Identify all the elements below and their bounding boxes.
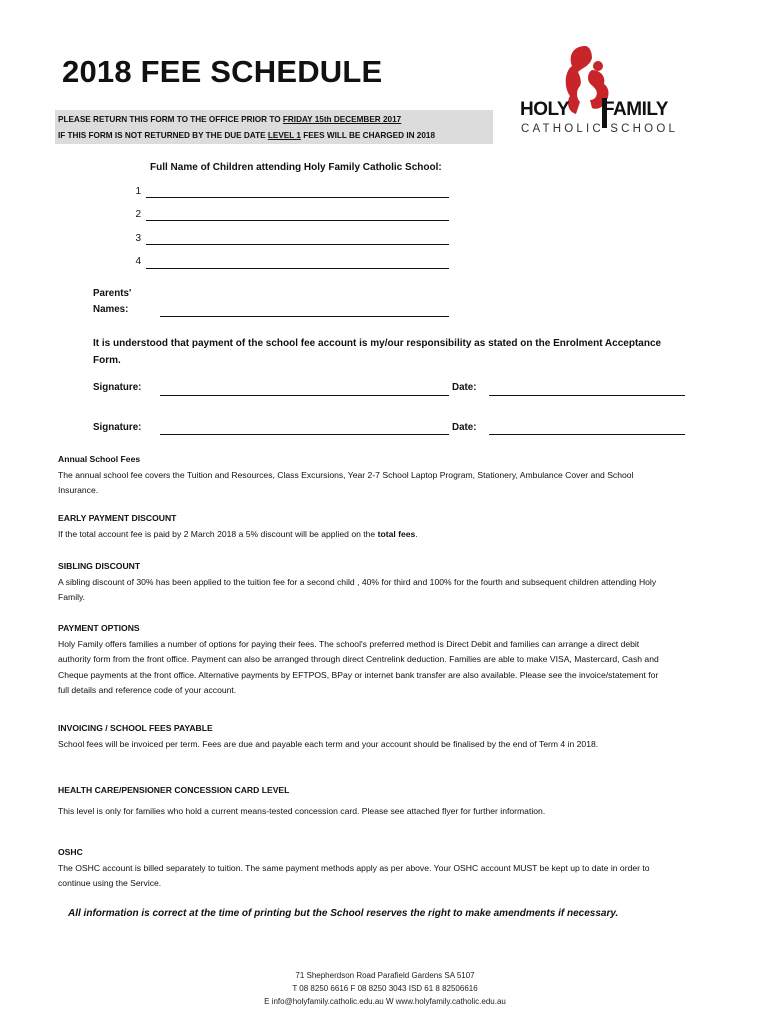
late-notice bbox=[58, 131, 435, 140]
return-due-date: FRIDAY 15th DECEMBER 2017 bbox=[282, 115, 402, 124]
section-text: School fees will be invoiced per term. Fees are due and payable each term and your account should be finalised by the end of Term 4 in 2018. bbox=[58, 738, 599, 749]
child-name-field[interactable] bbox=[146, 197, 449, 198]
oshc-section bbox=[58, 845, 668, 892]
child-name-field[interactable] bbox=[146, 244, 449, 245]
invoicing-section bbox=[58, 721, 668, 752]
section-heading: Annual School Fees bbox=[58, 454, 141, 464]
section-text bbox=[58, 527, 668, 543]
section-text-bold: total fees bbox=[377, 528, 416, 539]
section-text: This level is only for families who hold a current means-tested concession card. Please see attached flyer for further information. bbox=[58, 805, 546, 816]
section-heading: EARLY PAYMENT DISCOUNT bbox=[58, 513, 177, 523]
fee-level: LEVEL 1 bbox=[267, 131, 301, 140]
signature-field[interactable] bbox=[160, 434, 449, 435]
child-name-field[interactable] bbox=[146, 220, 449, 221]
section-heading: OSHC bbox=[58, 847, 83, 857]
section-text-prefix: If the total account fee is paid by 2 March 2018 a 5% discount will be applied on the bbox=[58, 528, 378, 539]
section-text: A sibling discount of 30% has been applied to the tuition fee for a second child , 40% for third and 100% for the fourth and subsequent children attending Holy Family. bbox=[58, 576, 657, 602]
annual-fees-section bbox=[58, 452, 668, 499]
page-title: 2018 FEE SCHEDULE bbox=[62, 54, 383, 89]
logo-word-holy: HOLY bbox=[520, 99, 570, 120]
logo-word-family: FAMILY bbox=[603, 99, 668, 120]
logo-subtitle: CATHOLIC SCHOOL bbox=[521, 123, 679, 135]
section-text: Holy Family offers families a number of options for paying their fees. The school's preferred method is Direct Debit and families can arrange a direct debit authority form from the front office. Payment can also be arranged through direct Centrelink deduction. Families are able to make VISA, Mastercard, Cash and Cheque payments at the front office. Alternative payments by EFTPOS, BPay or internet bank transfer are also available. Please see the invoice/statement for full details and reference code of your account. bbox=[58, 638, 659, 695]
date-field[interactable] bbox=[489, 395, 685, 396]
signature-label: Signature: bbox=[93, 422, 142, 433]
parents-names-field[interactable] bbox=[160, 316, 449, 317]
early-payment-section bbox=[58, 511, 668, 542]
section-heading: PAYMENT OPTIONS bbox=[58, 623, 140, 633]
section-text-suffix: . bbox=[415, 528, 418, 539]
footer-address: 71 Shepherdson Road Parafield Gardens SA 5107 bbox=[295, 971, 475, 980]
late-notice-prefix: IF THIS FORM IS NOT RETURNED BY THE DUE DATE bbox=[58, 131, 268, 140]
return-notice-prefix: PLEASE RETURN THIS FORM TO THE OFFICE PRIOR TO bbox=[58, 115, 283, 124]
date-field[interactable] bbox=[489, 434, 685, 435]
date-label: Date: bbox=[452, 422, 477, 433]
sibling-discount-section bbox=[58, 559, 668, 606]
section-text: The OSHC account is billed separately to tuition. The same payment methods apply as per above. Your OSHC account MUST be kept up to date in order to continue using the Service. bbox=[58, 862, 650, 888]
parents-label-line1: Parents' bbox=[93, 288, 132, 299]
child-number: 3 bbox=[135, 233, 141, 244]
signature-field[interactable] bbox=[160, 395, 449, 396]
section-heading: INVOICING / SCHOOL FEES PAYABLE bbox=[58, 723, 213, 733]
date-label: Date: bbox=[452, 382, 477, 393]
signature-label: Signature: bbox=[93, 382, 142, 393]
concession-section bbox=[58, 783, 668, 819]
section-heading: SIBLING DISCOUNT bbox=[58, 561, 141, 571]
disclaimer: All information is correct at the time of printing but the School reserves the right to make amendments if necessary. bbox=[68, 908, 619, 919]
child-number: 2 bbox=[135, 209, 141, 220]
parents-label-line2: Names: bbox=[93, 304, 129, 315]
return-notice bbox=[58, 115, 401, 124]
section-heading: HEALTH CARE/PENSIONER CONCESSION CARD LEVEL bbox=[58, 785, 290, 795]
section-text: The annual school fee covers the Tuition and Resources, Class Excursions, Year 2-7 School Laptop Program, Stationery, Ambulance Cover and School Insurance. bbox=[58, 469, 634, 495]
child-name-field[interactable] bbox=[146, 268, 449, 269]
child-number: 1 bbox=[135, 186, 141, 197]
late-notice-suffix: FEES WILL BE CHARGED IN 2018 bbox=[300, 131, 435, 140]
footer-contact: E info@holyfamily.catholic.edu.au W www.holyfamily.catholic.edu.au bbox=[264, 997, 506, 1006]
responsibility-statement: It is understood that payment of the school fee account is my/our responsibility as stated on the Enrolment Acceptance Form. bbox=[93, 338, 662, 366]
footer-phones: T 08 8250 6616 F 08 8250 3043 ISD 61 8 82506616 bbox=[292, 984, 478, 993]
payment-options-section bbox=[58, 621, 668, 699]
children-heading: Full Name of Children attending Holy Family Catholic School: bbox=[150, 162, 442, 173]
child-number: 4 bbox=[135, 256, 141, 267]
